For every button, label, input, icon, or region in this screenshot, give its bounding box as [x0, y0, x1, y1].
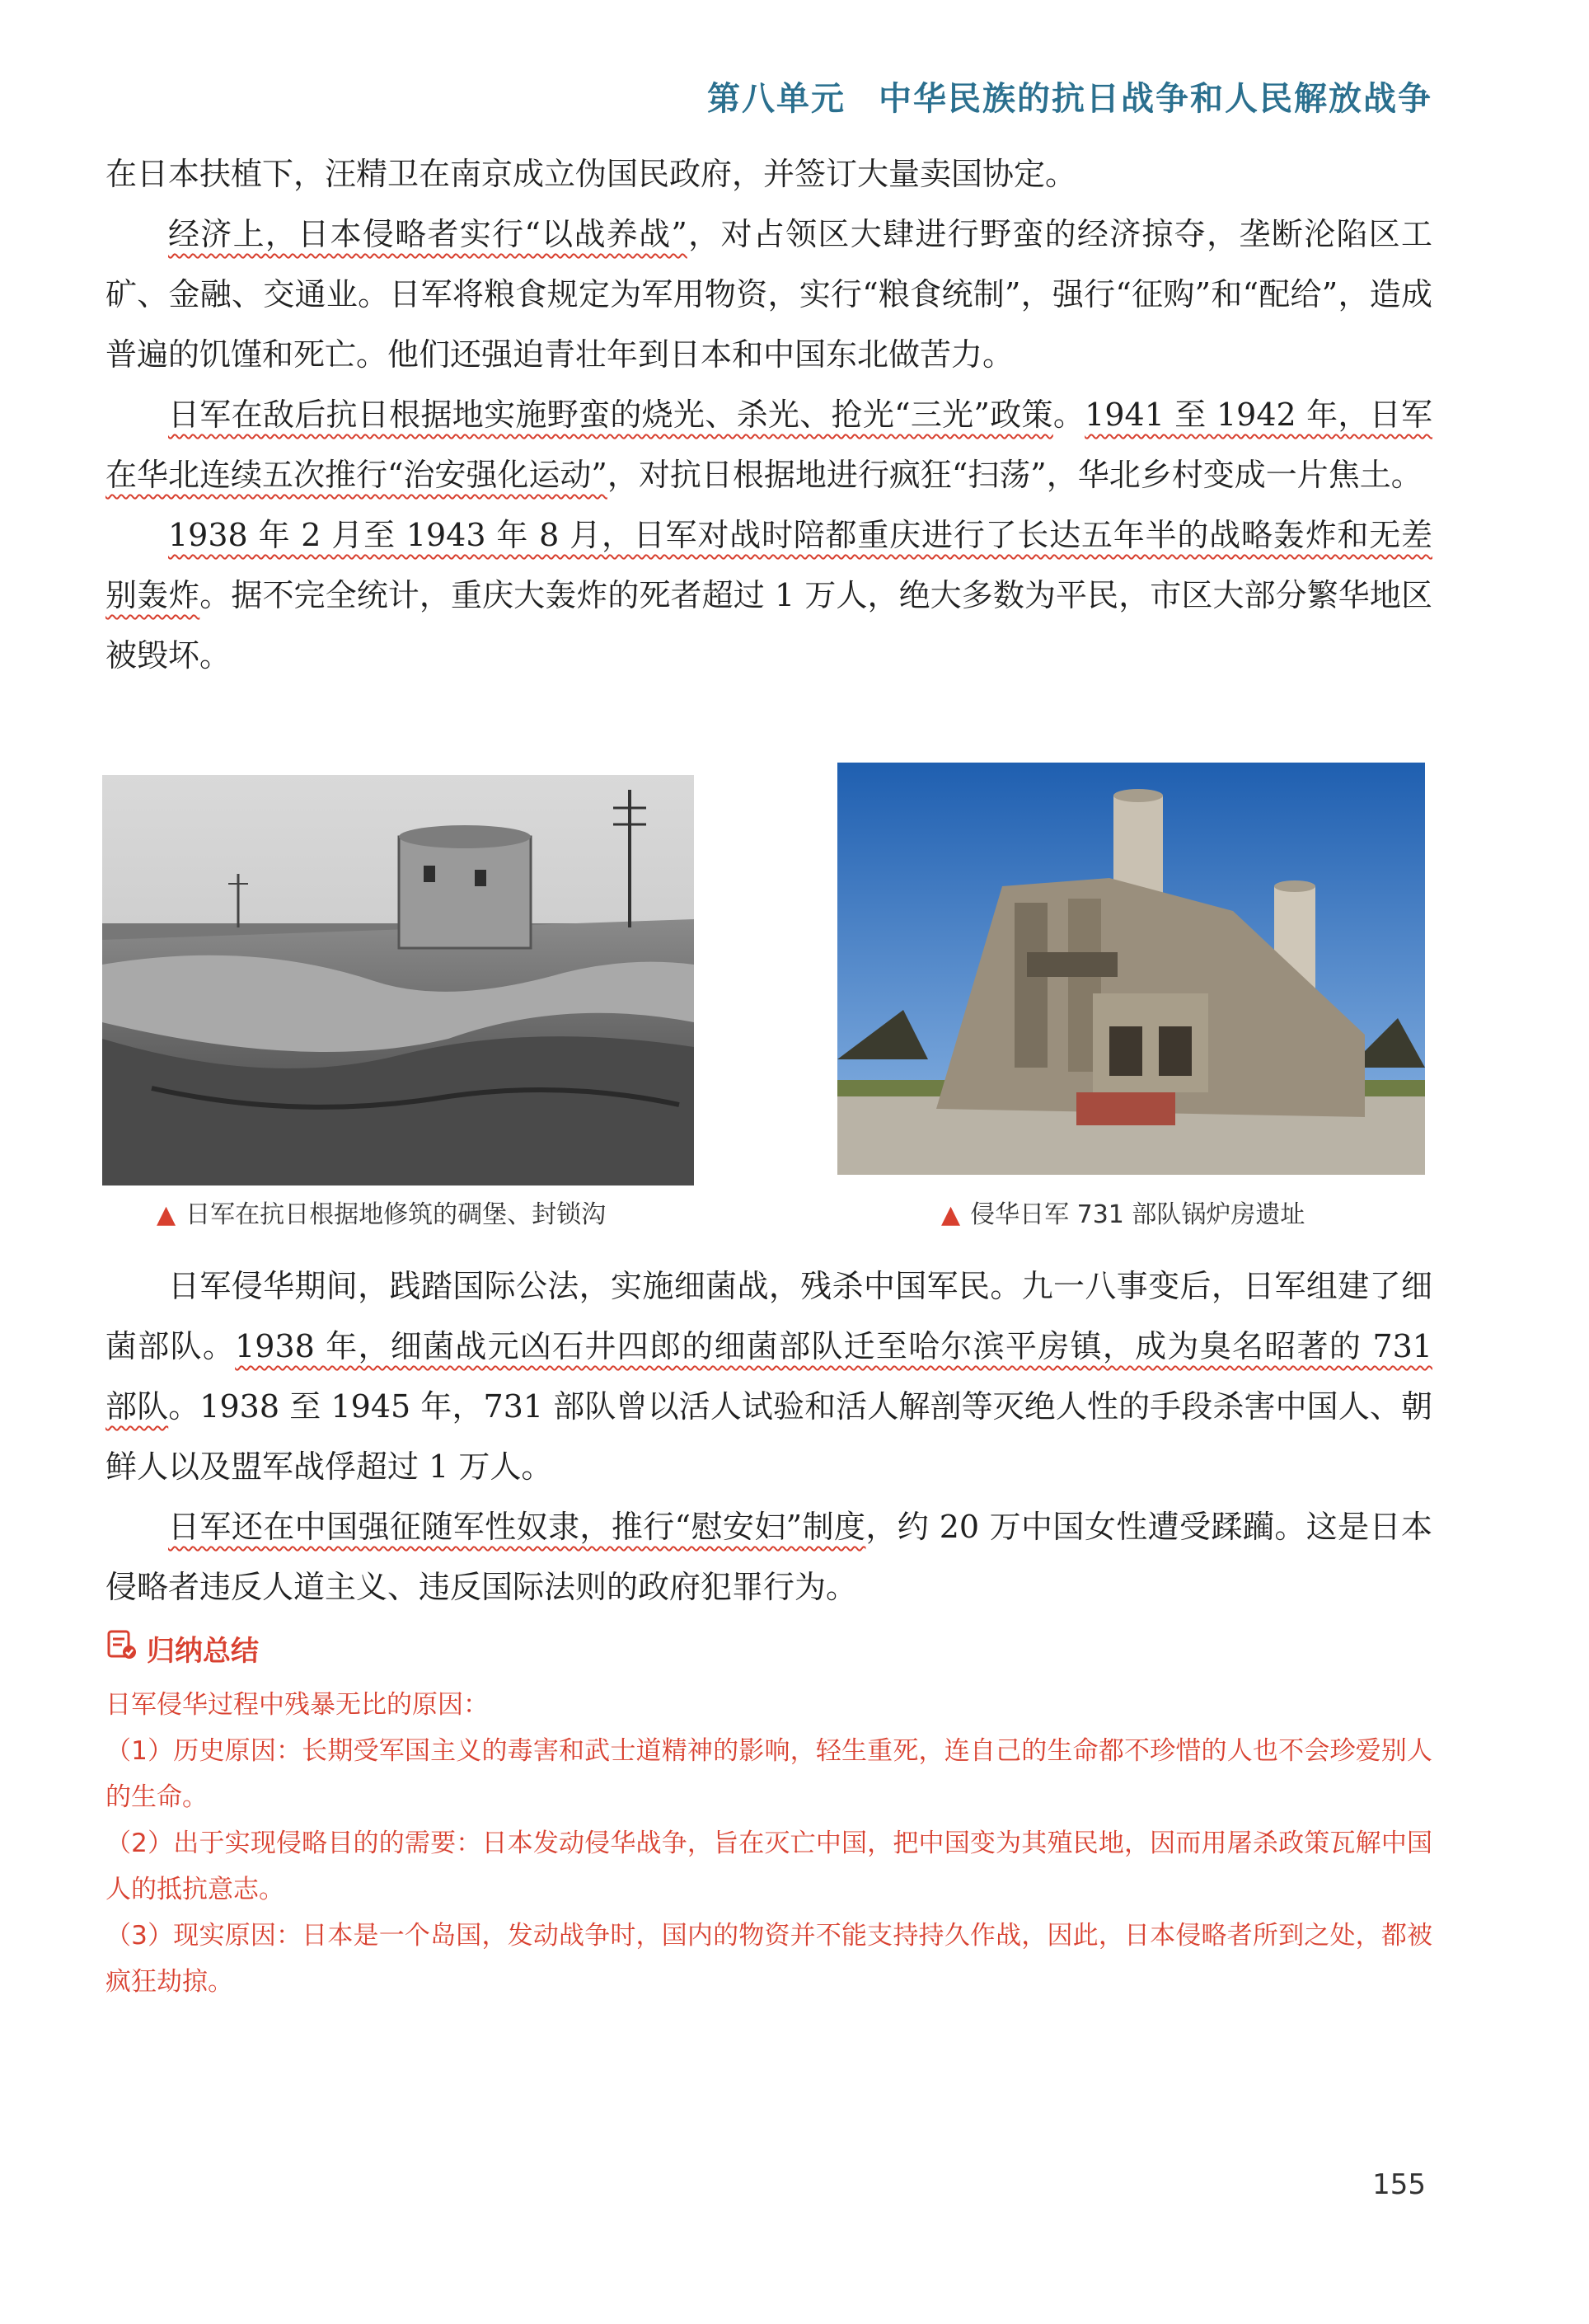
- paragraph-text: ，约 20 万中国女性遭受蹂躏。这是日本侵略者违反人道主义、违反国际法则的政府犯罪行为。: [105, 1509, 1433, 1605]
- triangle-marker-icon: ▲: [941, 1200, 961, 1229]
- right-photo-caption: [941, 1194, 1305, 1230]
- underlined-text: 1938 年，细菌战元凶石井四郎的细菌部队迁至哈尔滨平房镇，成为臭名昭著的 731 部队: [105, 1328, 1432, 1425]
- underlined-text: 日军在敌后抗日根据地实施野蛮的烧光、杀光、抢光“三光”政策: [168, 397, 1053, 433]
- upper-text: [105, 144, 1432, 686]
- triangle-marker-icon: ▲: [157, 1200, 176, 1229]
- summary-intro: 日军侵华过程中残暴无比的原因：: [105, 1690, 489, 1720]
- paragraph-1: 在日本扶植下，汪精卫在南京成立伪国民政府，并签订大量卖国协定。: [105, 156, 1077, 192]
- paragraph-text: 。据不完全统计，重庆大轰炸的死者超过 1 万人，绝大多数为平民，市区大部分繁华地区被毁坏。: [105, 577, 1432, 674]
- page-number: 155: [1372, 2168, 1426, 2201]
- summary-item-3: （3）现实原因：日本是一个岛国，发动战争时，国内的物资并不能支持持久作战，因此，日本侵略者所到之处，都被疯狂劫掠。: [105, 1921, 1432, 1997]
- paragraph-text: ，对抗日根据地进行疯狂“扫荡”，华北乡村变成一片焦土。: [607, 457, 1423, 493]
- clipboard-check-icon: [105, 1628, 138, 1669]
- underlined-text: 经济上，日本侵略者实行“以战养战”: [168, 216, 687, 252]
- summary-body: [105, 1682, 1432, 2005]
- boiler-room-photo: [837, 763, 1425, 1175]
- summary-heading-text: 归纳总结: [147, 1635, 259, 1668]
- unit-title: 中华民族的抗日战争和人民解放战争: [879, 80, 1432, 118]
- unit-label: 第八单元: [707, 80, 846, 118]
- paragraph-3: [105, 385, 1432, 505]
- blockhouse-illustration: [102, 775, 694, 1185]
- paragraph-text: ，对占领区大肆进行野蛮的经济掠夺，垄断沦陷区工矿、金融、交通业。日军将粮食规定为军用物资，实行“粮食统制”，强行“征购”和“配给”，造成普遍的饥馑和死亡。他们还强迫青壮年到日本和中国东北做苦力。: [105, 216, 1432, 373]
- caption-text: 侵华日军 731 部队锅炉房遗址: [970, 1200, 1305, 1229]
- summary-heading: [105, 1628, 259, 1669]
- page-header: [707, 73, 1432, 120]
- paragraph-text: 。: [1052, 397, 1085, 433]
- underlined-text: 1941 至 1942 年，日军在华北连续五次推行“治安强化运动”: [105, 397, 1432, 493]
- summary-item-1: （1）历史原因：长期受军国主义的毒害和武士道精神的影响，轻生重死，连自己的生命都不珍惜的人也不会珍爱别人的生命。: [105, 1736, 1432, 1812]
- lower-text: [105, 1256, 1432, 1617]
- paragraph-text: 。1938 至 1945 年，731 部队曾以活人试验和活人解剖等灭绝人性的手段杀害中国人、朝鲜人以及盟军战俘超过 1 万人。: [105, 1388, 1432, 1485]
- blockhouse-photo: [102, 775, 694, 1185]
- paragraph-text: 日军侵华期间，践踏国际公法，实施细菌战，残杀中国军民。九一八事变后，日军组建了细菌部队。: [105, 1268, 1432, 1364]
- underlined-text: 日军还在中国强征随军性奴隶，推行“慰安妇”制度: [168, 1509, 866, 1545]
- paragraph-6: [105, 1497, 1432, 1617]
- left-photo-caption: [157, 1194, 606, 1230]
- paragraph-5: [105, 1256, 1432, 1497]
- paragraph-4: [105, 505, 1432, 686]
- summary-item-2: （2）出于实现侵略目的的需要：日本发动侵华战争，旨在灭亡中国，把中国变为其殖民地，因而用屠杀政策瓦解中国人的抵抗意志。: [105, 1829, 1432, 1904]
- paragraph-2: [105, 204, 1432, 385]
- caption-text: 日军在抗日根据地修筑的碉堡、封锁沟: [185, 1200, 607, 1229]
- underlined-text: 1938 年 2 月至 1943 年 8 月，日军对战时陪都重庆进行了长达五年半的战略轰炸和无差别轰炸: [105, 517, 1432, 613]
- boiler-room-illustration: [837, 763, 1425, 1175]
